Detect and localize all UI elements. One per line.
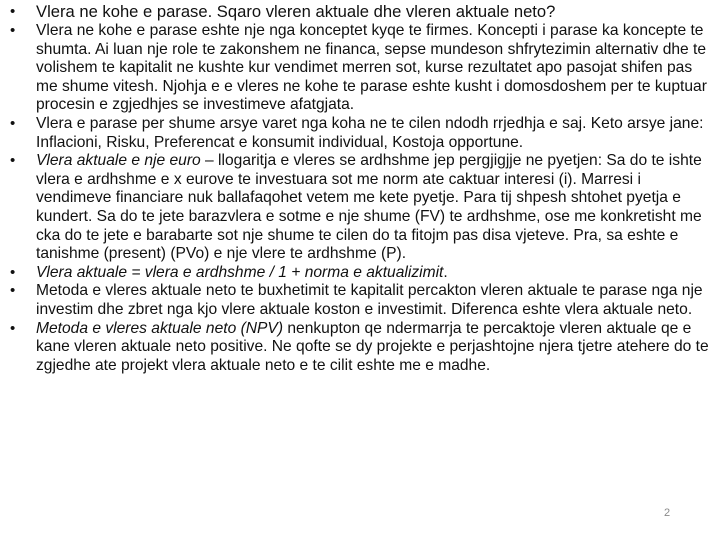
bullet-italic-text: Vlera aktuale = vlera e ardhshme / 1 + norma e aktualizimit bbox=[36, 263, 444, 281]
bullet-item bbox=[4, 22, 712, 115]
bullet-list bbox=[4, 2, 712, 375]
bullet-text: Metoda e vleres aktuale neto te buxhetimit te kapitalit percakton vleren aktuale te parase nga nje investim dhe zbret nga kjo vlere aktuale koston e investimit. Diferenca eshte vlera aktuale neto. bbox=[36, 282, 703, 318]
bullet-item bbox=[4, 264, 712, 283]
bullet-text: Vlera ne kohe e parase. Sqaro vleren aktuale dhe vleren aktuale neto? bbox=[36, 2, 556, 21]
bullet-dot-icon: • bbox=[10, 263, 16, 281]
bullet-item bbox=[4, 115, 712, 152]
bullet-item bbox=[4, 320, 712, 376]
bullet-text: Vlera ne kohe e parase eshte nje nga konceptet kyqe te firmes. Koncepti i parase ka koncepte te shumta. Ai luan nje role te zakonshem ne financa, sepse mundeson shfrytezimin alternativ dhe te volishem te kapitalit ne kushte kur vendimet merren sot, kurse rezultatet apo pasojat shifen pas me shume vitesh. Njohja e e vleres ne kohe te parase eshte kusht i domosdoshem per te kuptuar procesin e zgjedhjes se investimeve afatgjata. bbox=[36, 22, 707, 114]
bullet-item bbox=[4, 152, 712, 264]
bullet-text: – llogaritja e vleres se ardhshme jep pergjigjje ne pyetjen: Sa do te ishte vlera e ardhshme e x eurove te investuara sot me norm ate caktuar interesi (i). Marresi i vendimeve financiare nuk ballafaqohet vetem me kete pyetje. Para tij shpesh shtohet pyetja e kundert. Sa do te jete barazvlera e sotme e nje shume (FV) te ardhshme, ose me konkretisht me cka do te jete e barabarte sot nje shume te cilen do ta fitojm pas disa vjeteve. Pra, sa eshte e tanishme (present) (PVo) e nje vlere te ardhshme (P). bbox=[36, 152, 702, 263]
bullet-dot-icon: • bbox=[10, 282, 16, 300]
bullet-dot-icon: • bbox=[10, 152, 16, 170]
bullet-dot-icon: • bbox=[10, 22, 16, 39]
bullet-text: . bbox=[443, 263, 448, 281]
bullet-item bbox=[4, 282, 712, 319]
bullet-text: nenkupton qe ndermarrja te percaktoje vleren aktuale qe e kane vleren aktuale neto positive. Ne qofte se dy projekte e perjashtojne njera tjetre atehere do te zgjedhe ate projekt vlera aktuale neto e te cilit eshte me e madhe. bbox=[36, 319, 709, 374]
page-number: 2 bbox=[664, 507, 671, 519]
bullet-dot-icon: • bbox=[10, 114, 16, 132]
bullet-italic-text: Metoda e vleres aktuale neto (NPV) bbox=[36, 319, 284, 337]
bullet-dot-icon: • bbox=[10, 319, 16, 337]
bullet-item-title bbox=[4, 2, 712, 22]
bullet-dot-icon: • bbox=[10, 3, 16, 20]
bullet-text: Vlera e parase per shume arsye varet nga koha ne te cilen ndodh rrjedhja e saj. Keto arsye jane: Inflacioni, Risku, Preferencat e konsumit individual, Kostoja opportune. bbox=[36, 114, 704, 151]
bullet-italic-text: Vlera aktuale e nje euro bbox=[36, 152, 201, 170]
